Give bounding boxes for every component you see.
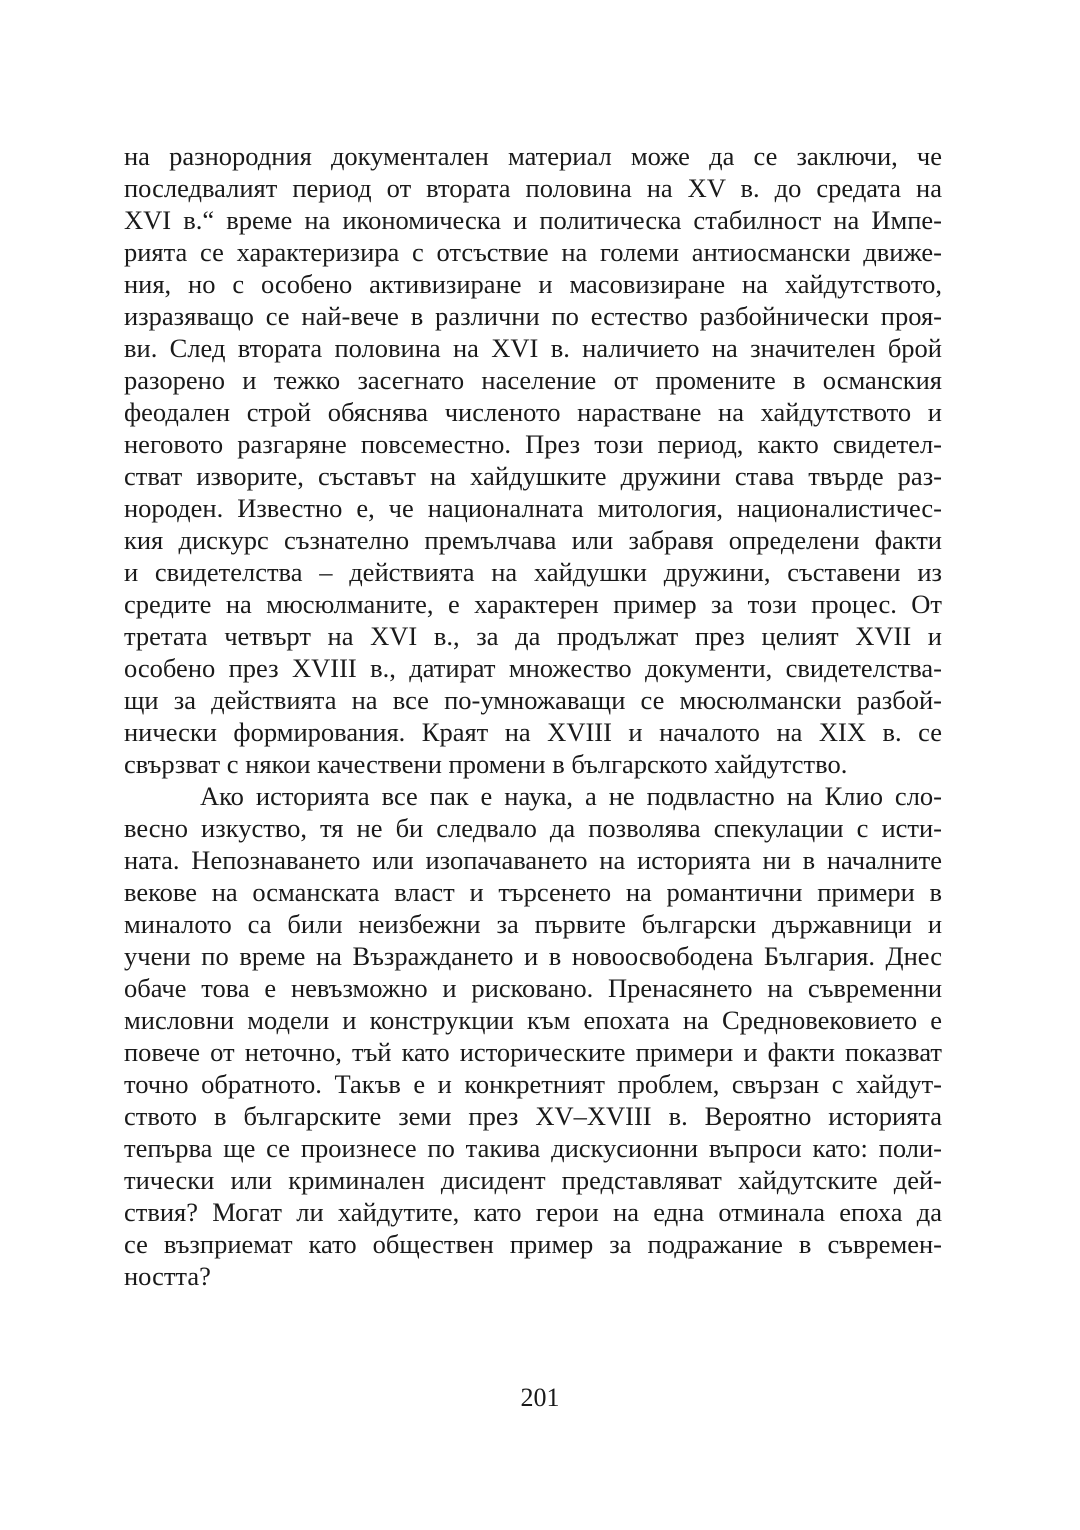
text-line: учени по време на Възраждането и в новоосвободена България. Днес <box>124 941 942 971</box>
text-block <box>124 140 942 1292</box>
text-line: феодален строй обяснява численото нарастване на хайдутството и <box>124 397 942 427</box>
text-line: повече от неточно, тъй като историческите примери и факти показват <box>124 1037 942 1067</box>
text-line: се възприемат като обществен пример за подражание в съвремен- <box>124 1229 942 1259</box>
text-line: изразяващо се най-вече в различни по естество разбойнически проя- <box>124 301 942 331</box>
paragraph <box>124 780 942 1292</box>
text-line: ността? <box>124 1261 211 1291</box>
text-line: рията се характеризира с отсъствие на големи антиосмански движе- <box>124 237 942 267</box>
text-line: векове на османската власт и търсенето на романтични примери в <box>124 877 942 907</box>
text-line: точно обратното. Такъв е и конкретният проблем, свързан с хайдут- <box>124 1069 942 1099</box>
text-line: нороден. Известно е, че националната митология, националистичес- <box>124 493 942 523</box>
text-line: на разнородния документален материал може да се заключи, че <box>124 141 942 171</box>
text-line: ната. Непознаването или изопачаването на историята ни в началните <box>124 845 942 875</box>
text-line: средите на мюсюлманите, е характерен пример за този процес. От <box>124 589 942 619</box>
text-line: ния, но с особено активизиране и масовизиране на хайдутството, <box>124 269 942 299</box>
text-line: обаче това е невъзможно и рисковано. Пренасянето на съвременни <box>124 973 942 1003</box>
text-line: последвалият период от втората половина на XV в. до средата на <box>124 173 942 203</box>
text-line: тепърва ще се произнесе по такива дискусионни въпроси като: поли- <box>124 1133 942 1163</box>
page-number: 201 <box>520 1383 560 1412</box>
text-line: ствия? Могат ли хайдутите, като герои на една отминала епоха да <box>124 1197 942 1227</box>
page-body <box>124 140 942 1292</box>
text-line: Ако историята все пак е наука, а не подвластно на Клио сло- <box>200 781 942 811</box>
text-line: и свидетелства – действията на хайдушки дружини, съставени из <box>124 557 942 587</box>
text-line: тически или криминален дисидент представляват хайдутските дей- <box>124 1165 942 1195</box>
text-line: весно изкуство, тя не би следвало да позволява спекулации с исти- <box>124 813 942 843</box>
text-line: щи за действията на все по-умножаващи се мюсюлмански разбой- <box>124 685 942 715</box>
text-line: мисловни модели и конструкции към епохата на Средновековието е <box>124 1005 942 1035</box>
text-line: неговото разгаряне повсеместно. През този период, както свидетел- <box>124 429 942 459</box>
paragraph <box>124 140 942 780</box>
text-line: ството в българските земи през XV–XVIII в. Вероятно историята <box>124 1101 942 1131</box>
text-line: разорено и тежко засегнато население от промените в османския <box>124 365 942 395</box>
text-line: миналото са били неизбежни за първите български държавници и <box>124 909 942 939</box>
text-line: особено през XVIII в., датират множество документи, свидетелства- <box>124 653 942 683</box>
text-line: ви. След втората половина на XVI в. наличието на значителен брой <box>124 333 942 363</box>
text-line: XVI в.“ време на икономическа и политическа стабилност на Импе- <box>124 205 942 235</box>
text-line: третата четвърт на XVI в., за да продължат през целият XVII и <box>124 621 942 651</box>
text-line: кия дискурс съзнателно премълчава или забравя определени факти <box>124 525 942 555</box>
text-line: свързват с някои качествени промени в българското хайдутство. <box>124 749 848 779</box>
text-line: стват изворите, съставът на хайдушките дружини става твърде раз- <box>124 461 942 491</box>
text-line: нически формирования. Краят на XVIII и началото на XIX в. се <box>124 717 942 747</box>
